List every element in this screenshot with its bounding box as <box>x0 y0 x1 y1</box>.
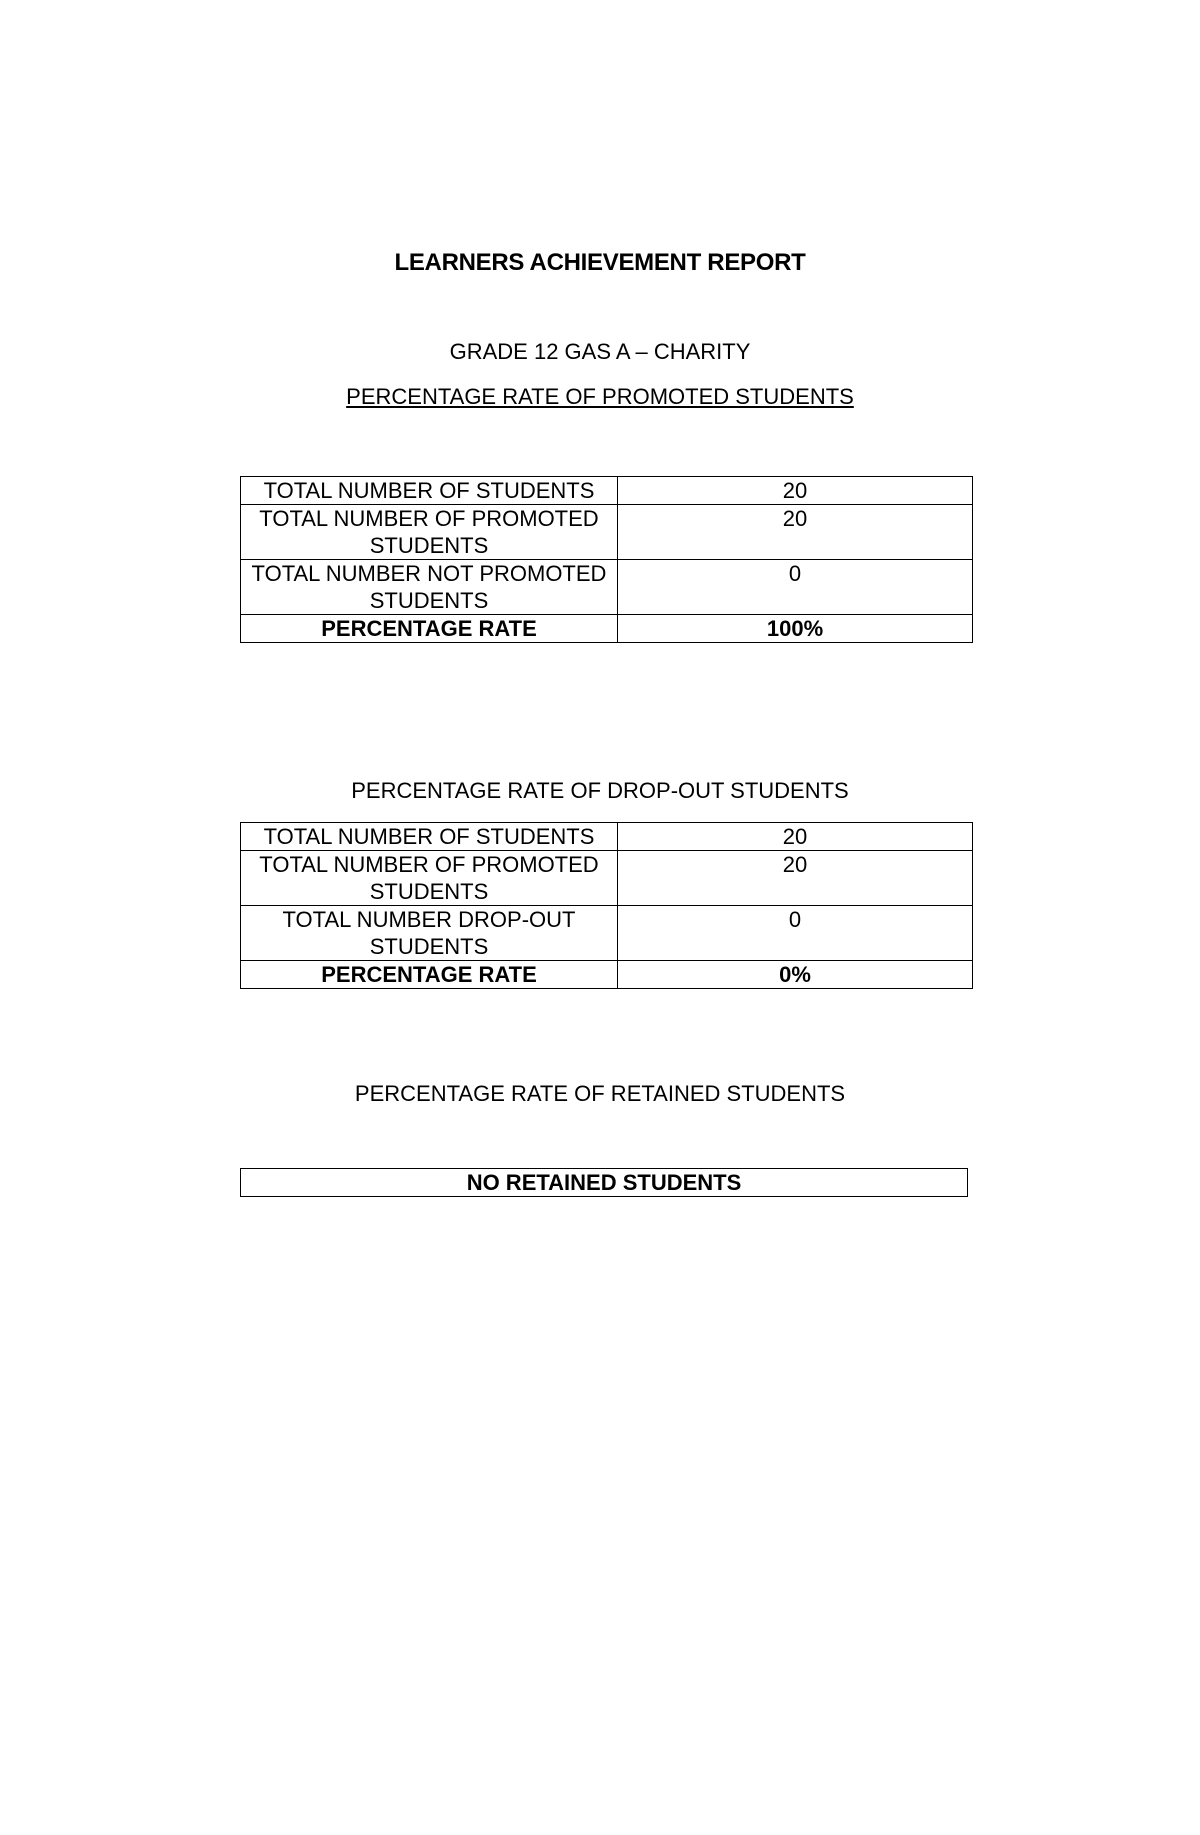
row-label: TOTAL NUMBER DROP-OUT STUDENTS <box>241 906 618 961</box>
row-value: 0 <box>618 560 973 615</box>
dropout-section-heading: PERCENTAGE RATE OF DROP-OUT STUDENTS <box>351 778 849 803</box>
report-title: LEARNERS ACHIEVEMENT REPORT <box>394 249 806 276</box>
row-value: 20 <box>618 505 973 560</box>
percentage-rate-row <box>241 615 973 643</box>
promoted-table <box>240 476 973 643</box>
table-row <box>241 851 973 906</box>
row-value: 20 <box>618 477 973 505</box>
table-row <box>241 477 973 505</box>
row-label: TOTAL NUMBER NOT PROMOTED STUDENTS <box>241 560 618 615</box>
row-value: 20 <box>618 823 973 851</box>
percentage-rate-value: 0% <box>618 961 973 989</box>
row-value: 20 <box>618 851 973 906</box>
row-label: TOTAL NUMBER OF PROMOTED STUDENTS <box>241 505 618 560</box>
report-subtitle: GRADE 12 GAS A – CHARITY <box>449 339 751 364</box>
table-row <box>241 560 973 615</box>
row-value: 0 <box>618 906 973 961</box>
row-label: TOTAL NUMBER OF STUDENTS <box>241 477 618 505</box>
retained-section-heading: PERCENTAGE RATE OF RETAINED STUDENTS <box>354 1081 846 1106</box>
promoted-section-heading <box>0 383 1200 411</box>
percentage-rate-value: 100% <box>618 615 973 643</box>
row-label: TOTAL NUMBER OF PROMOTED STUDENTS <box>241 851 618 906</box>
table-row <box>241 505 973 560</box>
table-row <box>241 906 973 961</box>
dropout-table <box>240 822 973 989</box>
percentage-rate-label: PERCENTAGE RATE <box>241 961 618 989</box>
retained-note-box: NO RETAINED STUDENTS <box>240 1168 968 1197</box>
percentage-rate-label: PERCENTAGE RATE <box>241 615 618 643</box>
table-row <box>241 823 973 851</box>
promoted-section-heading-text: PERCENTAGE RATE OF PROMOTED STUDENTS <box>346 384 854 409</box>
percentage-rate-row <box>241 961 973 989</box>
row-label: TOTAL NUMBER OF STUDENTS <box>241 823 618 851</box>
